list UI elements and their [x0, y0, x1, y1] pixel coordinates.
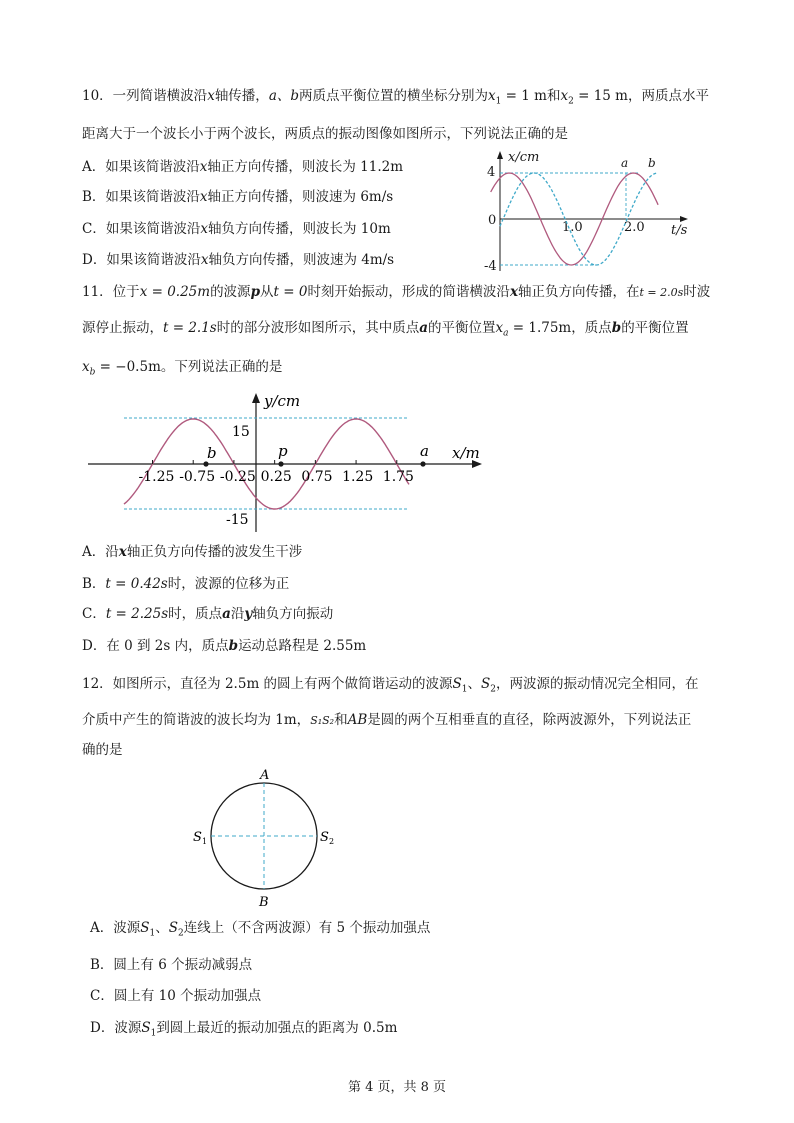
q10-option-d: D．如果该简谐波沿x轴负方向传播，则波速为 4m/s — [82, 252, 395, 268]
q11-xtick-label: -1.25 — [138, 469, 175, 485]
q11-xtick-label: -0.25 — [219, 469, 256, 485]
q10-ylabel: x/cm — [508, 150, 540, 165]
q10-vibration-graph — [478, 145, 692, 275]
q11-ytick-bottom: -15 — [226, 512, 249, 528]
q12-circle-diagram — [180, 765, 350, 910]
q10-ytick-zero: 0 — [488, 213, 497, 228]
q10-option-b: B．如果该简谐波沿x轴正方向传播，则波速为 6m/s — [82, 189, 394, 205]
q12-line2: 介质中产生的简谐波的波长均为 1m，S₁S₂和AB是圆的两个互相垂直的直径，除两波源外，下列说法正 — [82, 712, 692, 728]
q12-label-a: A — [260, 768, 270, 783]
q11-line3: $x_b = -0.5m$。下列说法正确的是 — [82, 359, 283, 378]
q10-label-a: a — [621, 156, 629, 170]
q11-point-b — [203, 461, 208, 466]
q11-y-arrow — [252, 393, 260, 403]
q11-xtick-label: -0.75 — [179, 469, 216, 485]
q11-xtick-label: 0.25 — [260, 469, 292, 485]
q10-xtick-1: 1.0 — [562, 220, 583, 235]
q11-point-p — [278, 461, 283, 466]
q12-option-b: B．圆上有 6 个振动减弱点 — [90, 957, 253, 973]
q11-option-c: C．t = 2.25s时，质点a沿y轴负方向振动 — [82, 606, 334, 622]
q10-ytick-top: 4 — [487, 165, 496, 180]
q10-y-arrow — [497, 151, 503, 159]
q11-label-b: b — [207, 444, 217, 462]
q11-xtick-label: 1.25 — [342, 469, 374, 485]
q10-line2: 距离大于一个波长小于两个波长，两质点的振动图像如图所示，下列说法正确的是 — [82, 126, 568, 142]
q12-option-a: A．波源$S_1$、$S_2$连线上（不含两波源）有 5 个振动加强点 — [90, 920, 431, 939]
q11-ytick-top: 15 — [232, 424, 250, 440]
q12-line1: 12．如图所示，直径为 2.5m 的圆上有两个做简谐运动的波源$S_1$、$S_2$，两波源的振动情况完全相同，在 — [82, 676, 699, 695]
q11-line2: 源停止振动，t = 2.1s时的部分波形如图所示，其中质点a的平衡位置$x_a = 1.75m$，质点b的平衡位置 — [82, 320, 689, 339]
q11-label-p: p — [278, 442, 288, 460]
q11-xtick-label: 0.75 — [301, 469, 333, 485]
q10-line1: 10．一列简谐横波沿x轴传播，a、b两质点平衡位置的横坐标分别为$x_1 = 1$ m和$x_2 = 15$ m，两质点水平 — [82, 88, 709, 107]
q10-option-c: C．如果该简谐波沿x轴负方向传播，则波长为 10m — [82, 221, 391, 237]
q10-x-arrow — [680, 216, 688, 222]
q11-ylabel: y/cm — [264, 392, 301, 410]
q11-option-a: A．沿x轴正负方向传播的波发生干涉 — [82, 544, 303, 560]
q12-label-s1-sub: 1 — [202, 837, 208, 846]
q12-label-b: B — [259, 895, 269, 910]
q10-option-a: A．如果该简谐波沿x轴正方向传播，则波长为 11.2m — [82, 159, 404, 175]
q12-label-s2-sub: 2 — [329, 837, 335, 846]
q10-xtick-2: 2.0 — [624, 220, 645, 235]
q10-xlabel: t/s — [671, 223, 688, 238]
q10-ytick-bottom: -4 — [484, 259, 497, 274]
q11-option-b: B．t = 0.42s时，波源的位移为正 — [82, 576, 290, 592]
q11-line1: 11．位于x = 0.25m的波源p从t = 0时刻开始振动，形成的简谐横波沿x轴正负方向传播，在t = 2.0s时波 — [82, 284, 711, 300]
q11-point-a — [420, 461, 425, 466]
q11-label-a: a — [420, 442, 429, 460]
q11-xlabel: x/m — [452, 444, 480, 462]
q12-label-s1: S — [193, 830, 202, 845]
q12-option-d: D．波源$S_1$到圆上最近的振动加强点的距离为 0.5m — [90, 1020, 398, 1039]
q12-option-c: C．圆上有 10 个振动加强点 — [90, 988, 262, 1004]
q11-xtick-label: 1.75 — [382, 469, 414, 485]
q11-option-d: D．在 0 到 2s 内，质点b运动总路程是 2.55m — [82, 638, 367, 654]
q10-label-b: b — [648, 156, 656, 170]
q12-line3: 确的是 — [82, 742, 123, 758]
q11-waveform-graph — [84, 388, 494, 538]
page-footer: 第 4 页，共 8 页 — [347, 1080, 447, 1095]
q12-label-s2: S — [320, 830, 329, 845]
